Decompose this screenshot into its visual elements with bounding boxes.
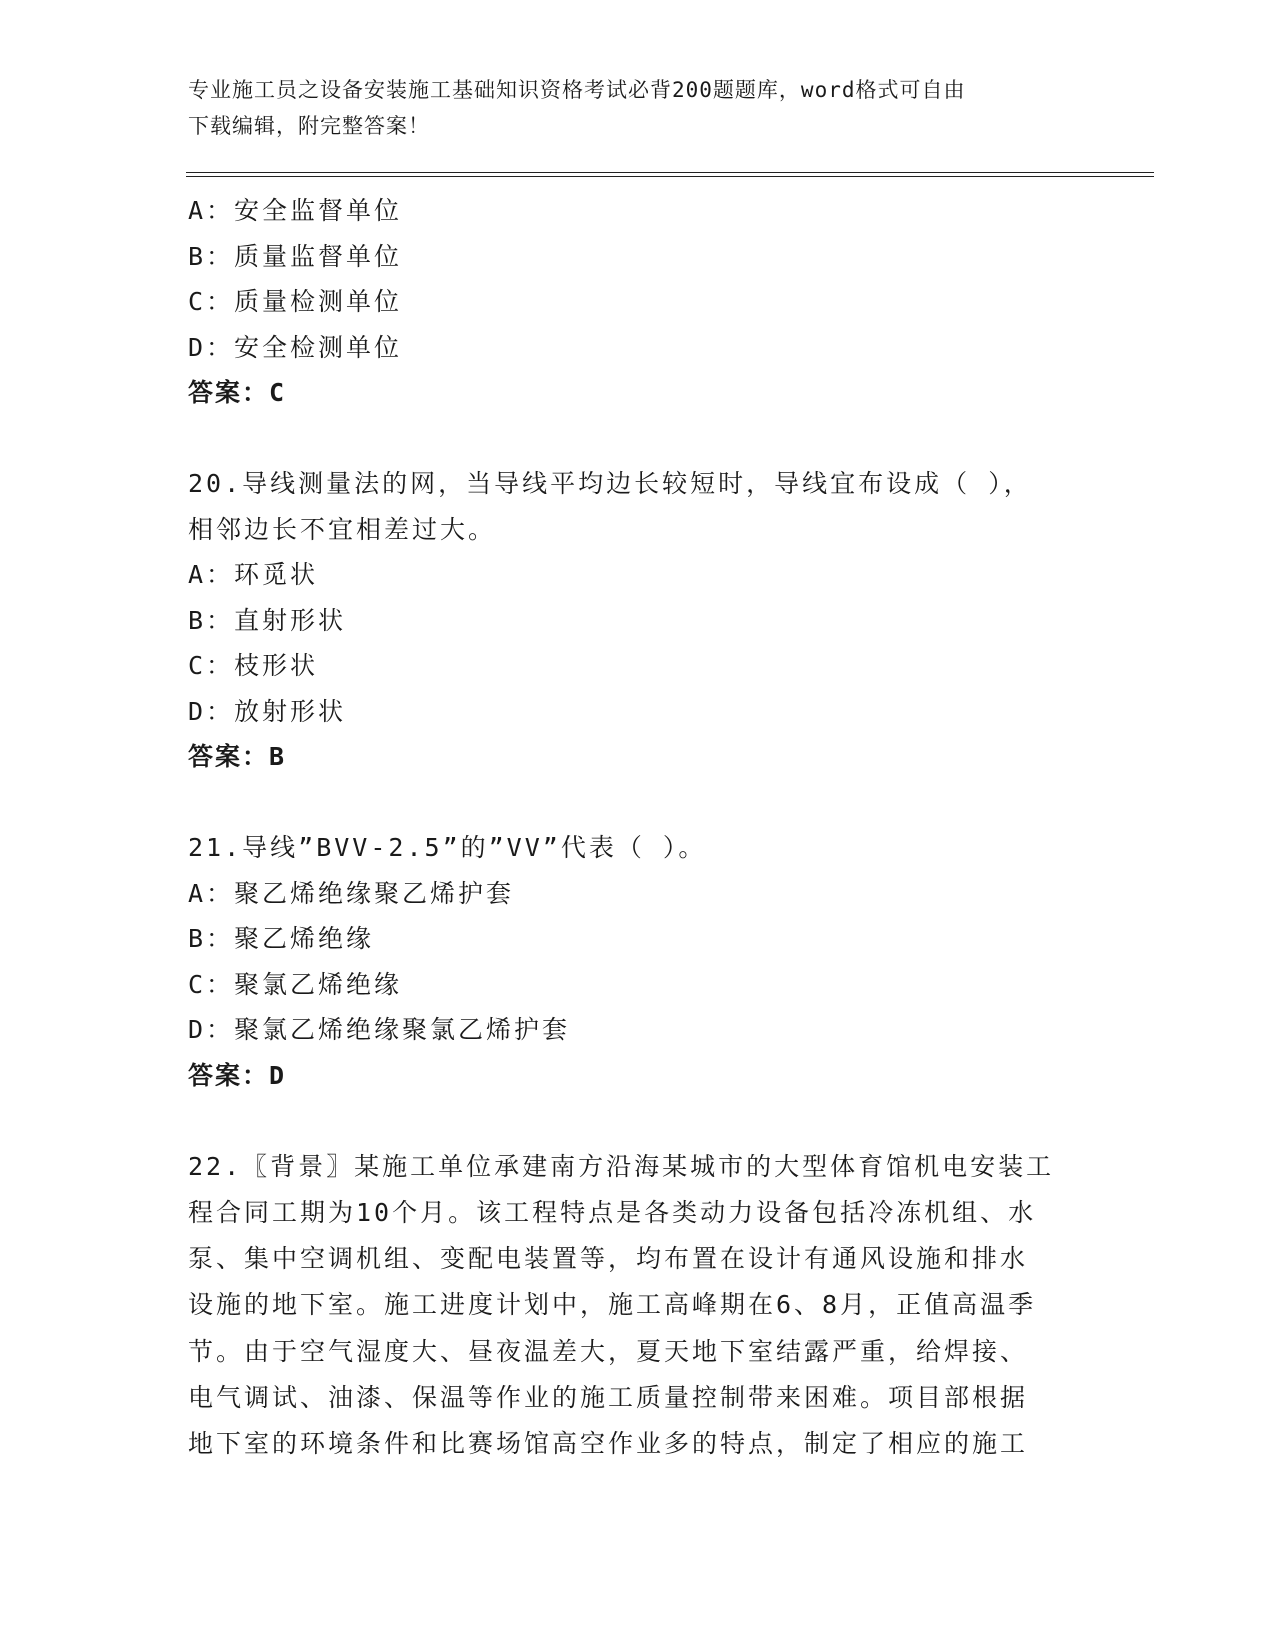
paragraph-line-7: 地下室的环境条件和比赛场馆高空作业多的特点，制定了相应的施工	[188, 1429, 1029, 1459]
question-20-answer: 答案：B	[188, 742, 287, 771]
paragraph-line-3: 泵、集中空调机组、变配电装置等，均布置在设计有通风设施和排水	[188, 1244, 1029, 1274]
question-19-options	[188, 188, 1088, 370]
spacer	[188, 416, 1088, 462]
question-22-paragraph	[188, 1144, 1088, 1468]
question-21-stem	[188, 825, 1088, 871]
paragraph-line-5: 节。由于空气湿度大、昼夜温差大，夏天地下室结露严重，给焊接、	[188, 1336, 1029, 1366]
paragraph-line-2: 程合同工期为10个月。该工程特点是各类动力设备包括冷冻机组、水	[188, 1197, 1037, 1227]
option-b: B：质量监督单位	[188, 241, 403, 271]
spacer	[188, 1098, 1088, 1144]
document-header	[188, 72, 1068, 144]
paragraph-line-6: 电气调试、油漆、保温等作业的施工质量控制带来困难。项目部根据	[188, 1382, 1029, 1412]
header-divider-bottom	[186, 176, 1154, 177]
question-content	[188, 188, 1088, 1468]
option-c: C：枝形状	[188, 651, 319, 680]
stem-line-1: 21.导线”BVV-2.5”的”VV”代表（ ）。	[188, 833, 707, 862]
question-21-answer: 答案：D	[188, 1060, 287, 1090]
option-d: D：放射形状	[188, 696, 347, 726]
header-divider-top	[186, 172, 1154, 173]
option-b: B：聚乙烯绝缘	[188, 924, 375, 953]
paragraph-line-1: 22.〖背景〗某施工单位承建南方沿海某城市的大型体育馆机电安装工	[188, 1151, 1055, 1181]
option-c: C：质量检测单位	[188, 287, 403, 316]
question-19-answer: 答案：C	[188, 378, 287, 407]
stem-line-2: 相邻边长不宜相差过大。	[188, 514, 497, 544]
header-line-1: 专业施工员之设备安装施工基础知识资格考试必背200题题库，word格式可自由	[188, 78, 966, 102]
option-c: C：聚氯乙烯绝缘	[188, 969, 403, 999]
option-d: D：聚氯乙烯绝缘聚氯乙烯护套	[188, 1015, 571, 1044]
question-20-stem	[188, 461, 1088, 552]
stem-line-1: 20.导线测量法的网，当导线平均边长较短时，导线宜布设成（ ），	[188, 469, 1032, 498]
paragraph-line-4: 设施的地下室。施工进度计划中，施工高峰期在6、8月，正值高温季	[188, 1290, 1037, 1320]
header-line-2: 下载编辑，附完整答案！	[188, 114, 430, 138]
question-21-options	[188, 871, 1088, 1053]
option-a: A：聚乙烯绝缘聚乙烯护套	[188, 878, 515, 908]
option-d: D：安全检测单位	[188, 332, 403, 362]
option-a: A：环觅状	[188, 560, 319, 589]
option-a: A：安全监督单位	[188, 196, 403, 225]
spacer	[188, 780, 1088, 826]
option-b: B：直射形状	[188, 605, 347, 635]
question-20-options	[188, 552, 1088, 734]
